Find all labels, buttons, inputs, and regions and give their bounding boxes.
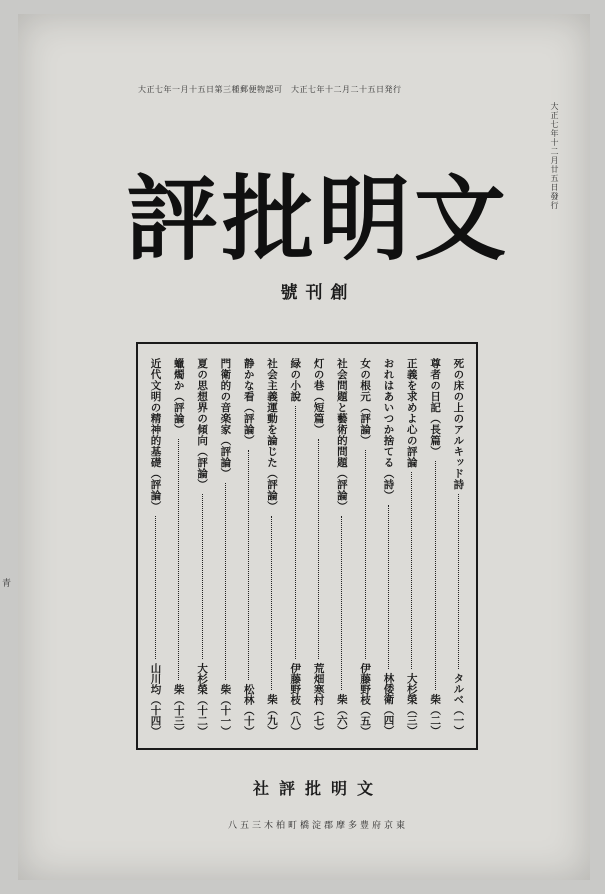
table-of-contents: [136, 342, 478, 750]
toc-entry: [426, 358, 445, 736]
toc-entry-author: 林倭衛（四）: [382, 673, 395, 736]
toc-entry: [286, 358, 305, 736]
toc-entry-author: 柴（二）: [429, 694, 442, 736]
toc-entry-title: 尊者の日記（長篇）: [429, 358, 442, 457]
toc-leader-dots: [178, 439, 179, 680]
toc-leader-dots: [341, 516, 342, 690]
toc-entry-author: 大杉榮（十二）: [196, 662, 209, 736]
toc-leader-dots: [458, 494, 459, 669]
toc-entry-title: おれはあいつか捨てる（詩）: [382, 358, 395, 501]
toc-entry-author: 松林（十）: [242, 683, 255, 736]
publisher-name: 文明批評社: [252, 779, 383, 798]
toc-leader-dots: [248, 450, 249, 680]
toc-entry-author: 柴（十三）: [172, 683, 185, 736]
toc-columns: [146, 358, 468, 736]
toc-entry-title: 緑の小說: [289, 358, 302, 402]
margin-mark: 青: [2, 579, 12, 589]
toc-entry-title: 社会問題と藝術的問題（評論）: [335, 358, 348, 512]
toc-entry-author: 柴（六）: [335, 694, 348, 736]
toc-leader-dots: [365, 450, 366, 659]
toc-entry: [332, 358, 351, 736]
toc-leader-dots: [411, 472, 412, 669]
toc-entry: [402, 358, 421, 736]
toc-entry: [309, 358, 328, 736]
toc-leader-dots: [295, 406, 296, 659]
toc-entry: [239, 358, 258, 736]
toc-entry-author: 伊藤野枝（八）: [289, 662, 302, 736]
toc-leader-dots: [155, 516, 156, 659]
toc-entry-title: 正義を求めよ心の評論: [405, 358, 418, 468]
spine-text: 大正七年十二月廿五日發行: [550, 102, 559, 210]
toc-entry: [262, 358, 281, 736]
toc-entry: [379, 358, 398, 736]
toc-entry: [193, 358, 212, 736]
toc-entry-title: 社会主義運動を論じた（評論）: [265, 358, 278, 512]
toc-leader-dots: [271, 516, 272, 690]
toc-entry-title: 近代文明の精神的基礎（評論）: [149, 358, 162, 512]
toc-entry-author: 柴（九）: [265, 694, 278, 736]
toc-leader-dots: [435, 461, 436, 690]
toc-entry-title: 女の根元（評論）: [359, 358, 372, 446]
toc-entry-author: 山川均（十四）: [149, 662, 162, 736]
toc-entry-title: 灯の巷（短篇）: [312, 358, 325, 435]
publisher-address: 東京府豊多摩郡淀橋町柏木三五八: [227, 821, 408, 831]
toc-leader-dots: [202, 494, 203, 659]
toc-entry-author: 大杉榮（三）: [405, 673, 418, 736]
toc-entry-author: タルベ（一）: [452, 673, 465, 736]
issue-subtitle: 創刊號: [280, 283, 356, 303]
magazine-title: 文明批評: [125, 165, 510, 273]
toc-leader-dots: [225, 483, 226, 680]
toc-entry-author: 伊藤野枝（五）: [359, 662, 372, 736]
toc-entry-title: 夏の思想界の傾向（評論）: [196, 358, 209, 490]
toc-entry-title: 死の床の上のアルキッド詩: [452, 358, 465, 490]
toc-entry: [216, 358, 235, 736]
toc-entry: [449, 358, 468, 736]
toc-entry-title: 蠟燭か（評論）: [172, 358, 185, 435]
toc-entry: [356, 358, 375, 736]
registration-line: 大正七年一月十五日第三種郵便物認可 大正七年十二月二十五日発行: [138, 85, 402, 94]
toc-entry-author: 柴（十一）: [219, 683, 232, 736]
toc-entry-author: 荒畑寒村（七）: [312, 662, 325, 736]
toc-entry: [169, 358, 188, 736]
toc-entry-title: 門衛的の音楽家（評論）: [219, 358, 232, 479]
toc-entry: [146, 358, 165, 736]
magazine-cover: [18, 14, 590, 880]
toc-leader-dots: [318, 439, 319, 659]
toc-entry-title: 静かな看（評論）: [242, 358, 255, 446]
toc-leader-dots: [388, 505, 389, 669]
